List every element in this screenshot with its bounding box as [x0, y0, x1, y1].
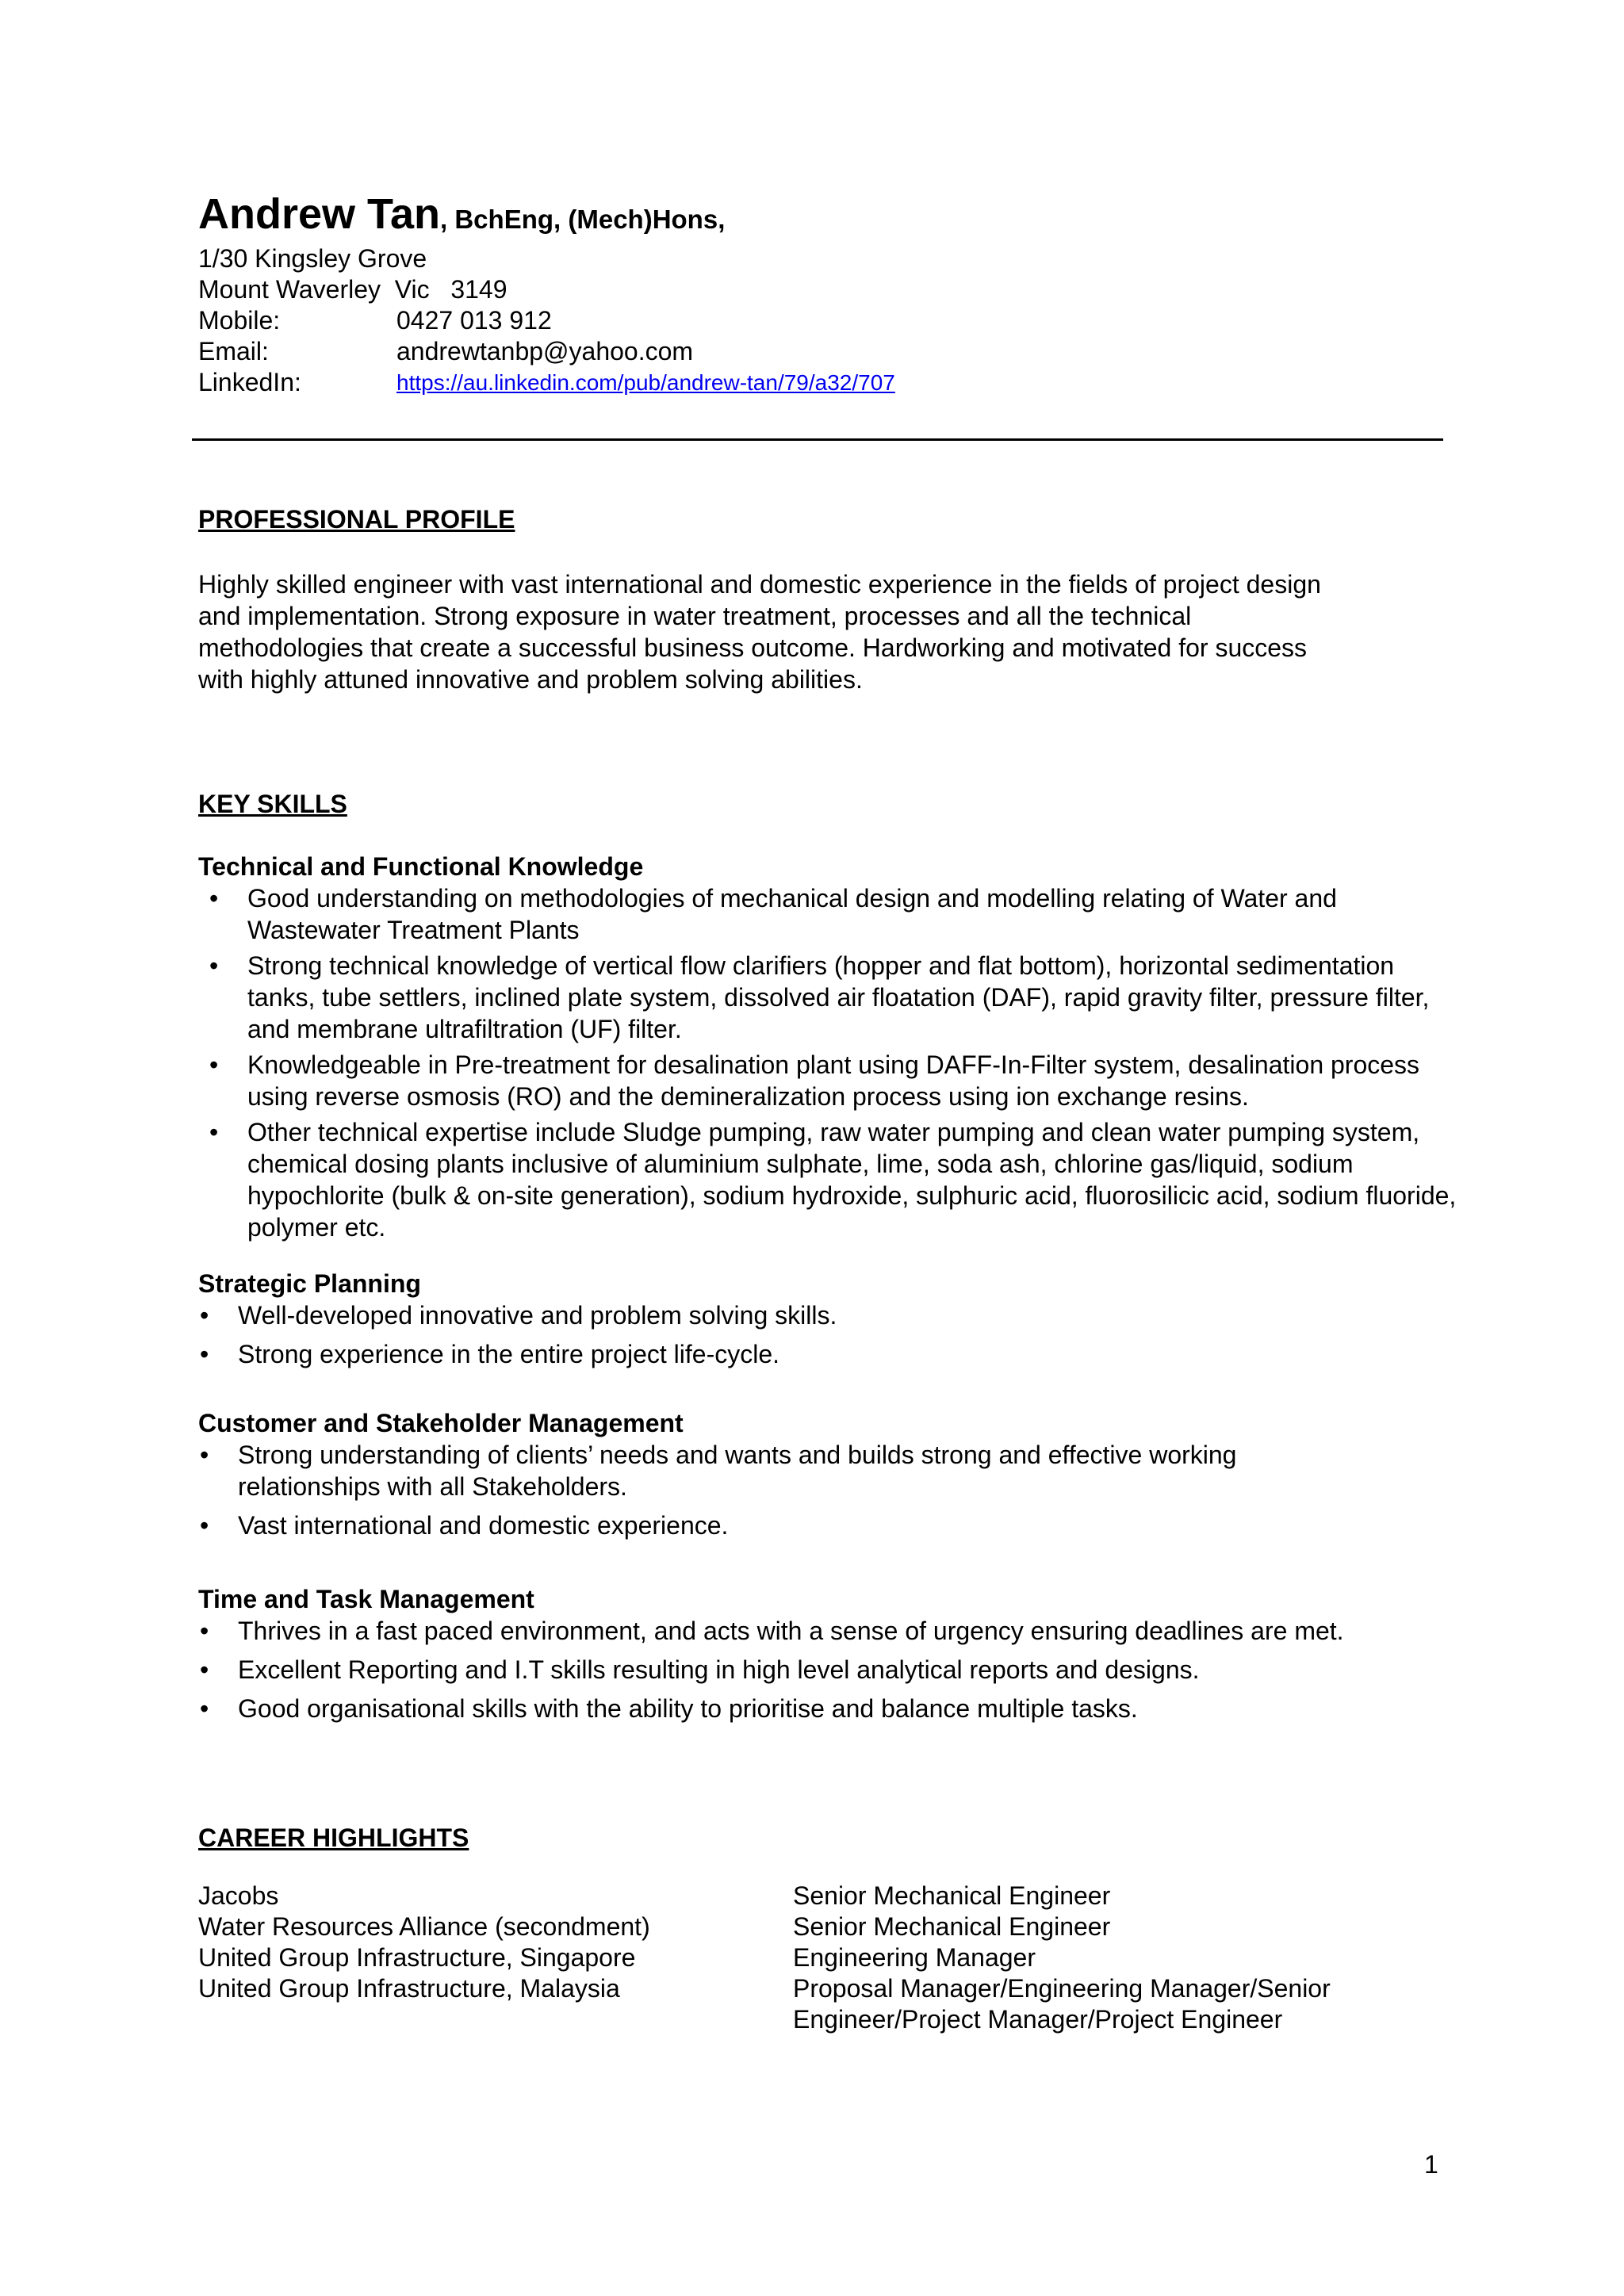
- career-org: United Group Infrastructure, Singapore: [198, 1943, 636, 1972]
- linkedin-label: LinkedIn:: [198, 368, 301, 396]
- customer-heading: Customer and Stakeholder Management: [198, 1409, 684, 1437]
- table-row: [198, 1911, 1411, 1942]
- bullet-icon: •: [200, 1617, 209, 1645]
- bullet-icon: •: [209, 1050, 219, 1079]
- bullet-icon: •: [200, 1441, 209, 1469]
- candidate-name: Andrew Tan: [198, 190, 441, 238]
- email-value: andrewtanbp@yahoo.com: [396, 337, 694, 365]
- time-heading: Time and Task Management: [198, 1585, 534, 1613]
- profile-line: methodologies that create a successful business outcome. Hardworking and motivated for success: [198, 633, 1308, 662]
- mobile-value: 0427 013 912: [396, 306, 552, 335]
- career-org: Jacobs: [198, 1881, 279, 1910]
- list-item: • Thrives in a fast paced environment, and acts with a sense of urgency ensuring deadlines are met.: [200, 1617, 1344, 1645]
- list-item: • Knowledgeable in Pre-treatment for desalination plant using DAFF-In-Filter system, desalination process using reverse osmosis (RO) and the demineralization process using ion exchange resins.: [209, 1050, 1420, 1111]
- bullet-icon: •: [200, 1511, 209, 1540]
- customer-list: [198, 1439, 1324, 1541]
- address-line-1: 1/30 Kingsley Grove: [198, 244, 427, 273]
- key-skills-heading: KEY SKILLS: [198, 790, 347, 818]
- customer-management-block: [198, 1407, 1459, 1548]
- linkedin-row: [198, 367, 1447, 398]
- strategic-planning-block: [198, 1268, 1459, 1377]
- qualifications: , BchEng, (Mech)Hons,: [440, 205, 726, 234]
- linkedin-link[interactable]: https://au.linkedin.com/pub/andrew-tan/79/a32/707: [396, 370, 895, 395]
- time-list: [198, 1615, 1459, 1724]
- page-number: 1: [1424, 2150, 1438, 2179]
- list-item: • Vast international and domestic experience.: [200, 1511, 729, 1540]
- resume-header: [198, 190, 1447, 398]
- career-role: Proposal Manager/Engineering Manager/Senior Engineer/Project Manager/Project Engineer: [793, 1974, 1331, 2034]
- technical-heading: Technical and Functional Knowledge: [198, 852, 644, 881]
- profile-heading: PROFESSIONAL PROFILE: [198, 505, 515, 534]
- bullet-icon: •: [200, 1694, 209, 1723]
- list-item: • Strong understanding of clients’ needs and wants and builds strong and effective working relationships with all Stakeholders.: [200, 1441, 1237, 1501]
- bullet-icon: •: [209, 1118, 219, 1146]
- career-role: Engineering Manager: [793, 1943, 1036, 1972]
- profile-line: and implementation. Strong exposure in water treatment, processes and all the technical: [198, 602, 1192, 630]
- list-item: • Other technical expertise include Sludge pumping, raw water pumping and clean water pumping system, chemical dosing plants inclusive of aluminium sulphate, lime, soda ash, chlorine gas/liquid, sodium hypochlorite (bulk & on-site generation), sodium hydroxide, sulphuric acid, fluorosilicic acid, sodium fluoride, polymer etc.: [209, 1118, 1457, 1242]
- address-line-2: Mount Waverley Vic 3149: [198, 275, 508, 304]
- bullet-icon: •: [200, 1301, 209, 1330]
- bullet-icon: •: [209, 884, 219, 913]
- list-item: • Excellent Reporting and I.T skills resulting in high level analytical reports and designs.: [200, 1655, 1200, 1684]
- bullet-icon: •: [200, 1655, 209, 1684]
- profile-paragraph: [198, 568, 1451, 695]
- mobile-label: Mobile:: [198, 306, 281, 335]
- list-item: • Well-developed innovative and problem solving skills.: [200, 1301, 837, 1330]
- contact-details: [198, 243, 1447, 398]
- email-label: Email:: [198, 337, 269, 365]
- email-row: [198, 336, 1447, 367]
- table-row: [198, 1881, 1411, 1911]
- mobile-row: [198, 305, 1447, 336]
- list-item: • Strong experience in the entire project life-cycle.: [200, 1340, 780, 1368]
- list-item: • Good understanding on methodologies of mechanical design and modelling relating of Water and Wastewater Treatment Plants: [209, 884, 1337, 944]
- name-line: [198, 190, 1447, 238]
- career-heading: CAREER HIGHLIGHTS: [198, 1823, 469, 1852]
- header-divider: [192, 438, 1443, 441]
- profile-line: Highly skilled engineer with vast international and domestic experience in the fields of project design: [198, 570, 1321, 599]
- career-org: Water Resources Alliance (secondment): [198, 1912, 650, 1941]
- bullet-icon: •: [209, 951, 219, 980]
- list-item: • Strong technical knowledge of vertical flow clarifiers (hopper and flat bottom), horizontal sedimentation tanks, tube settlers, inclined plate system, dissolved air floatation (DAF), rapid gravity filter, pressure filter, and membrane ultrafiltration (UF) filter.: [209, 951, 1430, 1043]
- career-role: Senior Mechanical Engineer: [793, 1912, 1111, 1941]
- list-item: • Good organisational skills with the ability to prioritise and balance multiple tasks.: [200, 1694, 1138, 1723]
- profile-line: with highly attuned innovative and problem solving abilities.: [198, 665, 863, 694]
- career-org: United Group Infrastructure, Malaysia: [198, 1974, 620, 2003]
- table-row: [198, 1942, 1411, 1973]
- time-management-block: [198, 1583, 1459, 1732]
- career-table: [198, 1881, 1411, 2035]
- technical-list: [198, 882, 1459, 1243]
- strategic-list: [198, 1299, 1459, 1370]
- technical-skills-block: [198, 851, 1459, 1247]
- strategic-heading: Strategic Planning: [198, 1269, 421, 1298]
- table-row: [198, 1973, 1411, 2035]
- bullet-icon: •: [200, 1340, 209, 1368]
- career-role: Senior Mechanical Engineer: [793, 1881, 1111, 1910]
